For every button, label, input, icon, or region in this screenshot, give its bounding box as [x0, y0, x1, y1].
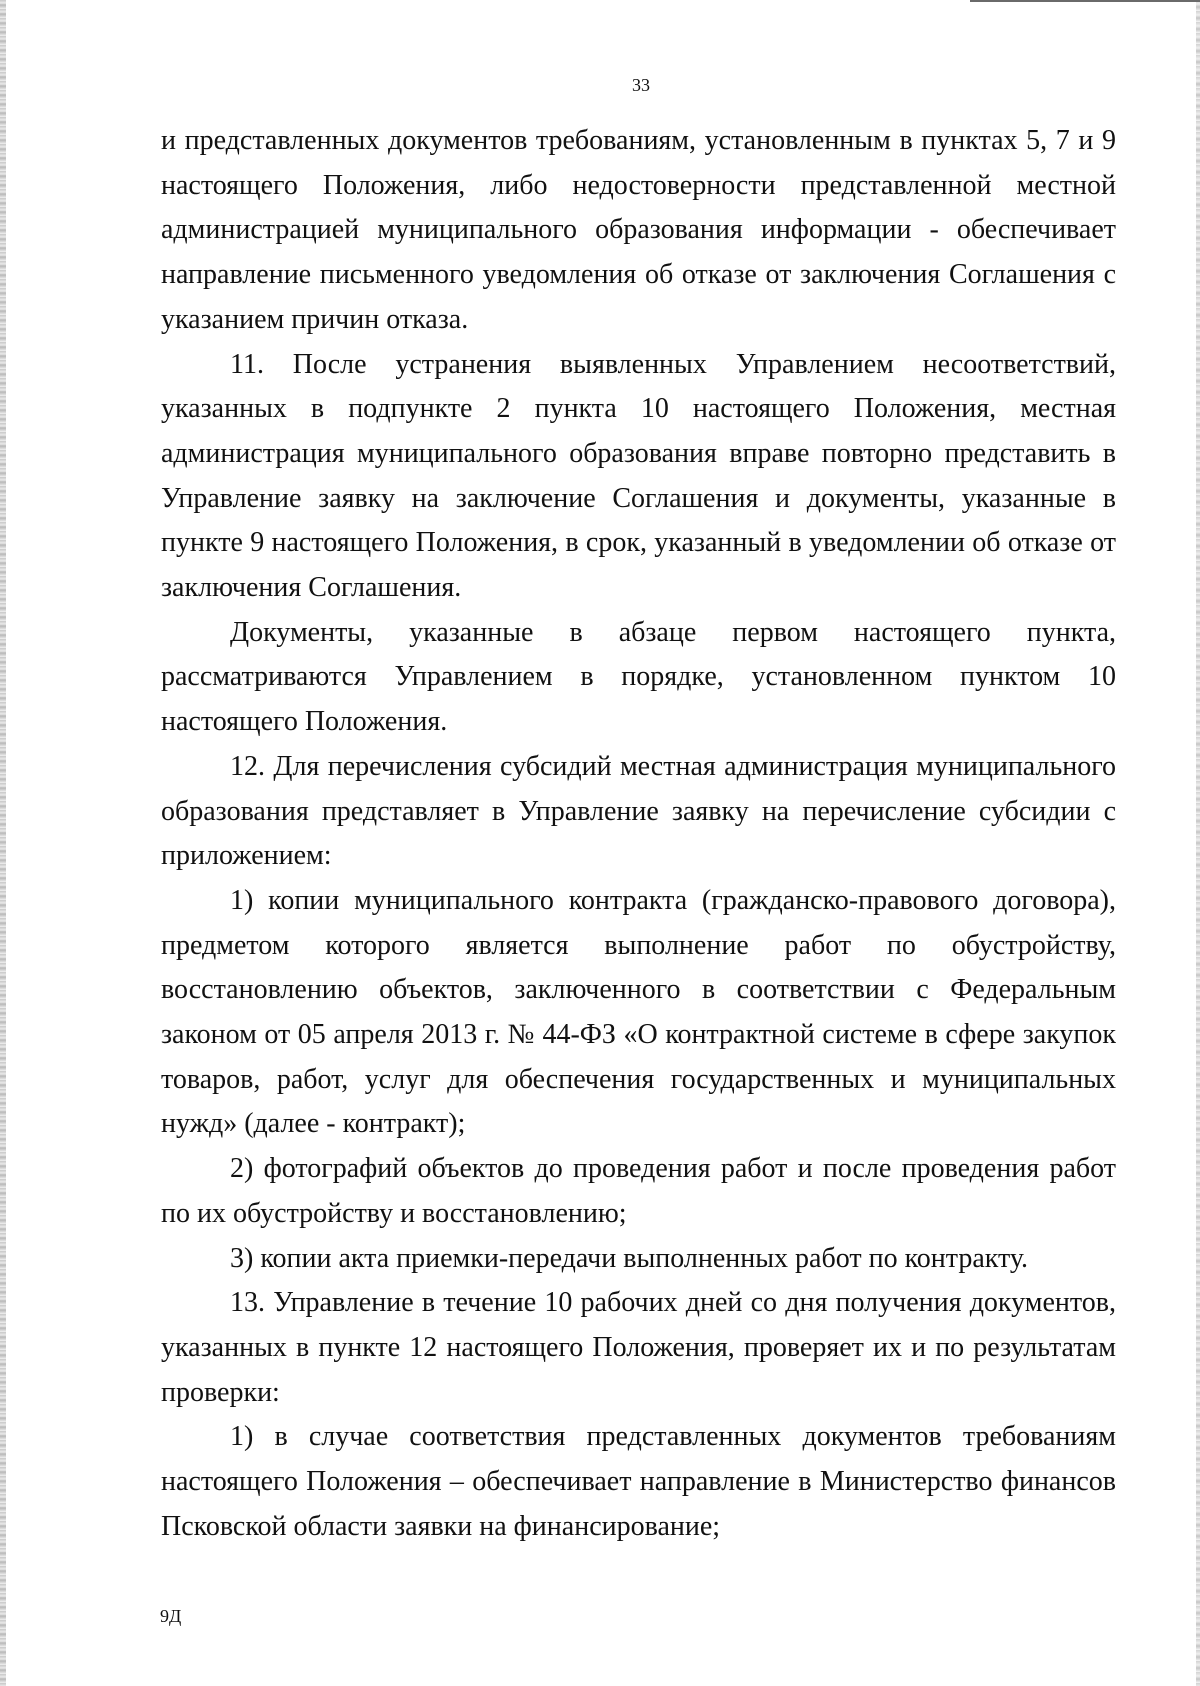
- page-number: 33: [632, 75, 650, 95]
- list-item-12-2: 2) фотографий объектов до проведения работ и после проведения работ по их обустройству и восстановлению;: [161, 1153, 1116, 1229]
- list-item-12-3: 3) копии акта приемки-передачи выполненных работ по контракту.: [230, 1242, 1029, 1274]
- scan-edge-right: [1196, 0, 1200, 1686]
- scan-top-line: [970, 0, 1200, 2]
- list-item-12-1: 1) копии муниципального контракта (гражданско-правового договора), предметом которого является выполнение работ по обустройству, восстановлению объектов, заключенного в соответствии с Федеральным законом от 05 апреля 2013 г. № 44-ФЗ «О контрактной системе в сфере закупок товаров, работ, услуг для обеспечения государственных и муниципальных нужд» (далее - контракт);: [161, 884, 1116, 1140]
- paragraph-item-13: 13. Управление в течение 10 рабочих дней со дня получения документов, указанных в пункте 12 настоящего Положения, проверяет их и по результатам проверки:: [161, 1287, 1116, 1408]
- paragraph-continuation: и представленных документов требованиям, установленным в пунктах 5, 7 и 9 настоящего Положения, либо недостоверности представленной местной администрацией муниципального образования информации - обеспечивает направление письменного уведомления об отказе от заключения Соглашения с указанием причин отказа.: [161, 125, 1116, 335]
- scan-edge-left: [0, 0, 6, 1686]
- document-body: [161, 119, 1116, 1550]
- footer-code: 9Д: [160, 1606, 182, 1626]
- paragraph-item-12: 12. Для перечисления субсидий местная администрация муниципального образования представляет в Управление заявку на перечисление субсидии с приложением:: [161, 750, 1116, 872]
- paragraph-item-11-second: Документы, указанные в абзаце первом настоящего пункта, рассматриваются Управлением в порядке, установленном пунктом 10 настоящего Положения.: [161, 616, 1116, 738]
- paragraph-item-11: 11. После устранения выявленных Управлением несоответствий, указанных в подпункте 2 пункта 10 настоящего Положения, местная администрация муниципального образования вправе повторно представить в Управление заявку на заключение Соглашения и документы, указанные в пункте 9 настоящего Положения, в срок, указанный в уведомлении об отказе от заключения Соглашения.: [161, 348, 1116, 604]
- list-item-13-1: 1) в случае соответствия представленных документов требованиям настоящего Положения – обеспечивает направление в Министерство финансов Псковской области заявки на финансирование;: [161, 1421, 1116, 1542]
